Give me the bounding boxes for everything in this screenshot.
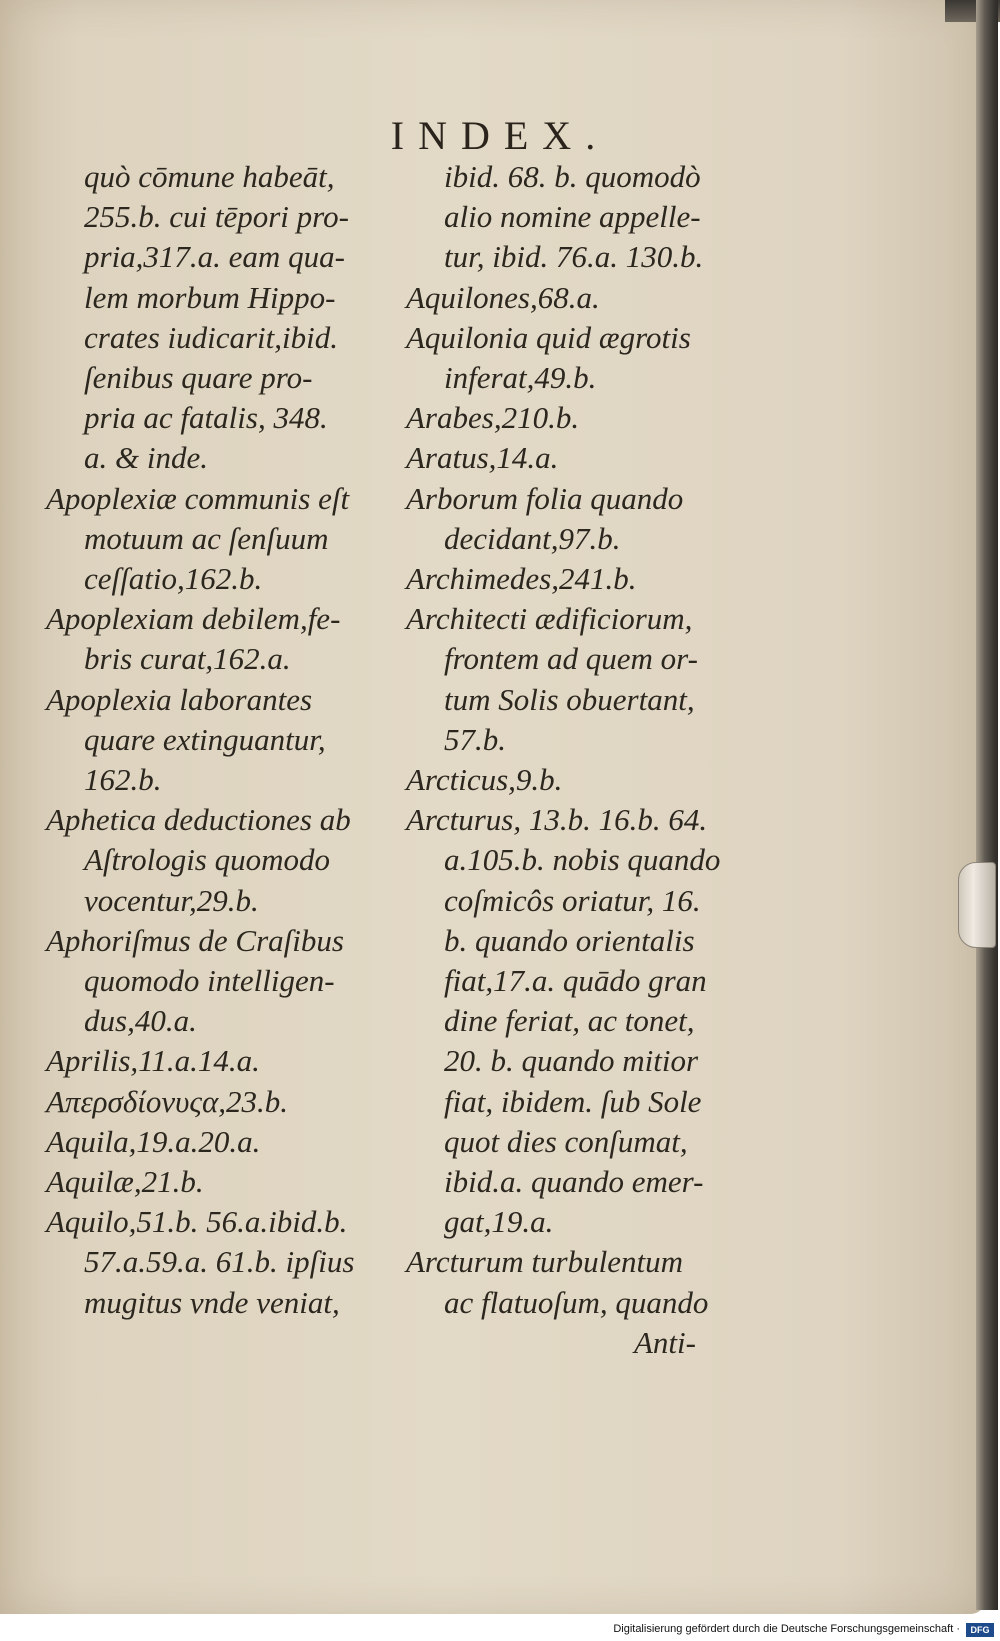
index-line: quomodo intelligen- bbox=[84, 963, 335, 998]
index-line: Apoplexia laborantes bbox=[46, 681, 313, 717]
page-clip bbox=[958, 862, 996, 948]
index-line: fiat, ibidem. ſub Sole bbox=[444, 1083, 702, 1119]
index-line: Architecti ædificiorum, bbox=[406, 601, 693, 637]
index-line: quot dies conſumat, bbox=[444, 1123, 688, 1159]
funding-credit: Digitalisierung gefördert durch die Deutsche Forschungsgemeinschaft · bbox=[613, 1623, 960, 1635]
index-line: Aquilo,51.b. 56.a.ibid.b. bbox=[46, 1204, 348, 1240]
index-line: crates iudicarit,ibid. bbox=[84, 319, 339, 355]
index-line: 57.b. bbox=[444, 721, 506, 757]
index-line: Apoplexiam debilem,fe- bbox=[46, 601, 341, 637]
index-line: Arabes,210.b. bbox=[406, 400, 580, 436]
index-line: Aquilonia quid ægrotis bbox=[406, 319, 691, 355]
index-line: quare extinguantur, bbox=[84, 721, 326, 757]
index-line: tur, ibid. 76.a. 130.b. bbox=[444, 239, 704, 275]
index-line: 20. b. quando mitior bbox=[444, 1043, 699, 1079]
index-line: a. & inde. bbox=[84, 440, 208, 476]
index-line: pria ac fatalis, 348. bbox=[84, 400, 328, 436]
index-line: Arcticus,9.b. bbox=[406, 762, 563, 797]
index-line: decidant,97.b. bbox=[444, 520, 621, 556]
index-line: ſenibus quare pro- bbox=[84, 360, 313, 395]
index-line: Archimedes,241.b. bbox=[406, 561, 637, 596]
index-line: gat,19.a. bbox=[444, 1204, 554, 1240]
index-line: dus,40.a. bbox=[84, 1003, 197, 1039]
index-line: Aſtrologis quomodo bbox=[84, 842, 331, 878]
index-line: mugitus vnde veniat, bbox=[84, 1284, 340, 1320]
index-line: 255.b. cui tēpori pro- bbox=[84, 199, 349, 235]
index-line: 162.b. bbox=[84, 762, 162, 797]
index-line: coſmicôs oriatur, 16. bbox=[444, 882, 701, 918]
index-line: b. quando orientalis bbox=[444, 922, 695, 958]
dfg-logo: DFG bbox=[966, 1623, 994, 1637]
index-line: Απερσδίονυςα,23.b. bbox=[46, 1083, 288, 1119]
index-line: a.105.b. nobis quando bbox=[444, 842, 721, 878]
index-line: Aphetica deductiones ab bbox=[46, 802, 351, 838]
index-line: ibid. 68. b. quomodò bbox=[444, 159, 701, 194]
index-line: ibid.a. quando emer- bbox=[444, 1164, 704, 1199]
index-line: bris curat,162.a. bbox=[84, 641, 291, 677]
index-line: vocentur,29.b. bbox=[84, 882, 259, 918]
index-line: fiat,17.a. quādo gran bbox=[444, 963, 707, 998]
index-line: motuum ac ſenſuum bbox=[84, 520, 329, 556]
index-line: dine feriat, ac tonet, bbox=[444, 1003, 695, 1039]
index-line: pria,317.a. eam qua- bbox=[84, 239, 345, 275]
index-line: lem morbum Hippo- bbox=[84, 279, 336, 315]
index-line: Aprilis,11.a.14.a. bbox=[46, 1043, 260, 1079]
index-line: quò cōmune habeāt, bbox=[84, 159, 335, 194]
book-edge-right bbox=[976, 0, 998, 1610]
index-line: Aratus,14.a. bbox=[406, 440, 559, 476]
index-line: Aquilæ,21.b. bbox=[46, 1164, 204, 1199]
index-line: Apoplexiæ communis eſt bbox=[46, 480, 350, 516]
index-line: alio nomine appelle- bbox=[444, 199, 701, 235]
index-line: tum Solis obuertant, bbox=[444, 681, 695, 717]
index-line: 57.a.59.a. 61.b. ipſius bbox=[84, 1244, 355, 1280]
index-line: frontem ad quem or- bbox=[444, 641, 698, 677]
index-line: Anti- bbox=[634, 1324, 696, 1360]
running-head: INDEX. bbox=[390, 113, 610, 158]
index-line: Arcturum turbulentum bbox=[406, 1244, 683, 1280]
index-line: Arcturus, 13.b. 16.b. 64. bbox=[406, 802, 708, 838]
index-line: Aquilones,68.a. bbox=[406, 279, 600, 315]
index-line: Aquila,19.a.20.a. bbox=[46, 1123, 261, 1159]
index-line: Aphoriſmus de Craſibus bbox=[46, 922, 344, 958]
index-line: ac flatuoſum, quando bbox=[444, 1284, 709, 1320]
index-line: inferat,49.b. bbox=[444, 360, 597, 395]
index-line: Arborum folia quando bbox=[406, 480, 684, 516]
index-line: ceſſatio,162.b. bbox=[84, 561, 263, 596]
footer-bar bbox=[0, 1620, 1000, 1641]
